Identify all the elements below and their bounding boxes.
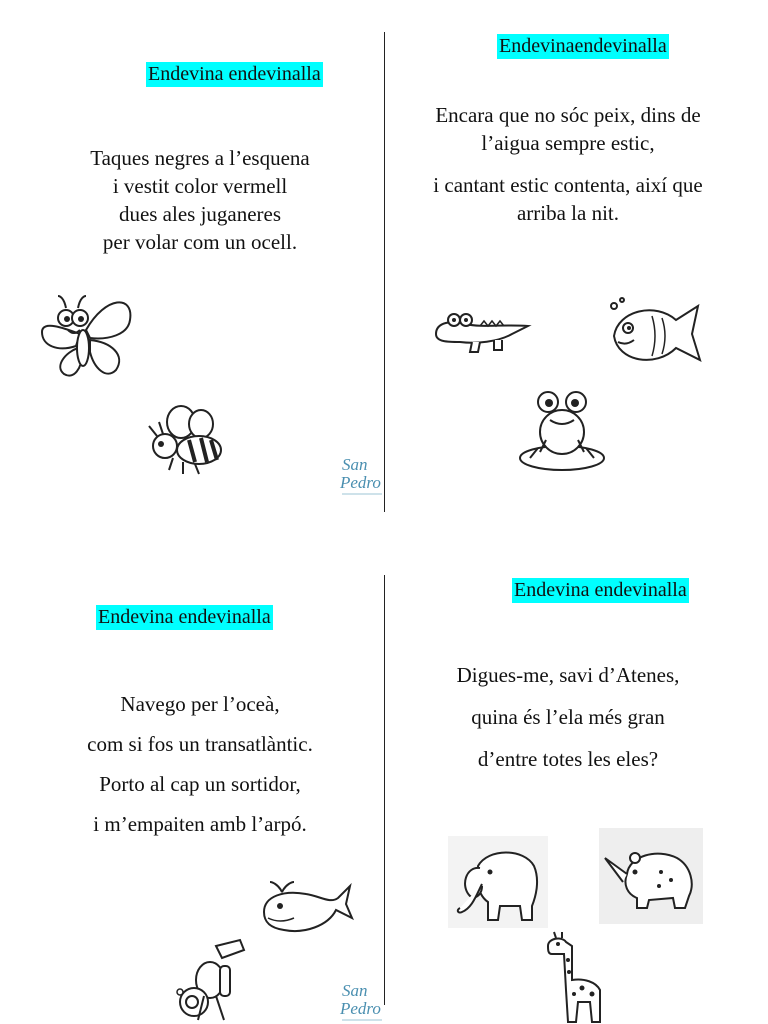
logo-line-1: San <box>342 981 368 1000</box>
riddle-title: Endevina endevinalla <box>148 63 321 85</box>
diver-picture <box>170 936 256 1024</box>
riddle-line: per volar com un ocell. <box>102 230 298 254</box>
fish-picture <box>606 296 704 370</box>
riddle-text <box>396 101 740 227</box>
riddle-line: dues ales juganeres <box>118 202 282 226</box>
riddle-title: Endevinaendevinalla <box>499 35 667 57</box>
riddle-line: quina és l’ela més gran <box>471 705 665 729</box>
vertical-divider-top <box>384 32 385 512</box>
riddle-text <box>396 654 740 780</box>
whale-picture <box>258 878 354 938</box>
riddle-line: arriba la nit. <box>516 201 620 225</box>
giraffe-picture <box>538 930 612 1024</box>
butterfly-picture <box>36 290 136 382</box>
frog-picture <box>516 388 608 474</box>
riddle-line: Taques negres a l’esquena <box>90 146 310 170</box>
riddle-line: com si fos un transatlàntic. <box>87 732 313 756</box>
riddle-line: Digues-me, savi d’Atenes, <box>456 663 680 687</box>
bee-picture <box>143 402 229 478</box>
riddle-line: Navego per l’oceà, <box>120 692 280 716</box>
vertical-divider-bottom <box>384 575 385 1005</box>
logo-line-2: Pedro <box>340 473 381 492</box>
crocodile-picture <box>432 308 532 356</box>
riddle-line: Encara que no sóc peix, dins de <box>435 103 701 127</box>
riddle-text <box>40 144 360 256</box>
riddle-line: i cantant estic contenta, així que <box>433 173 703 197</box>
riddle-line: d’entre totes les eles? <box>477 747 659 771</box>
riddle-line: Porto al cap un sortidor, <box>99 772 301 796</box>
san-pedro-logo <box>336 978 386 1024</box>
logo-line-2: Pedro <box>340 999 381 1018</box>
rhinoceros-picture <box>599 828 703 924</box>
riddle-line: i m’empaiten amb l’arpó. <box>93 812 307 836</box>
san-pedro-logo <box>336 452 386 498</box>
riddle-title: Endevina endevinalla <box>98 606 271 628</box>
riddle-line: i vestit color vermell <box>112 174 288 198</box>
riddle-line: l’aigua sempre estic, <box>481 131 655 155</box>
logo-line-1: San <box>342 455 368 474</box>
riddle-text <box>40 684 360 844</box>
elephant-picture <box>448 836 548 928</box>
riddle-title: Endevina endevinalla <box>514 579 687 601</box>
